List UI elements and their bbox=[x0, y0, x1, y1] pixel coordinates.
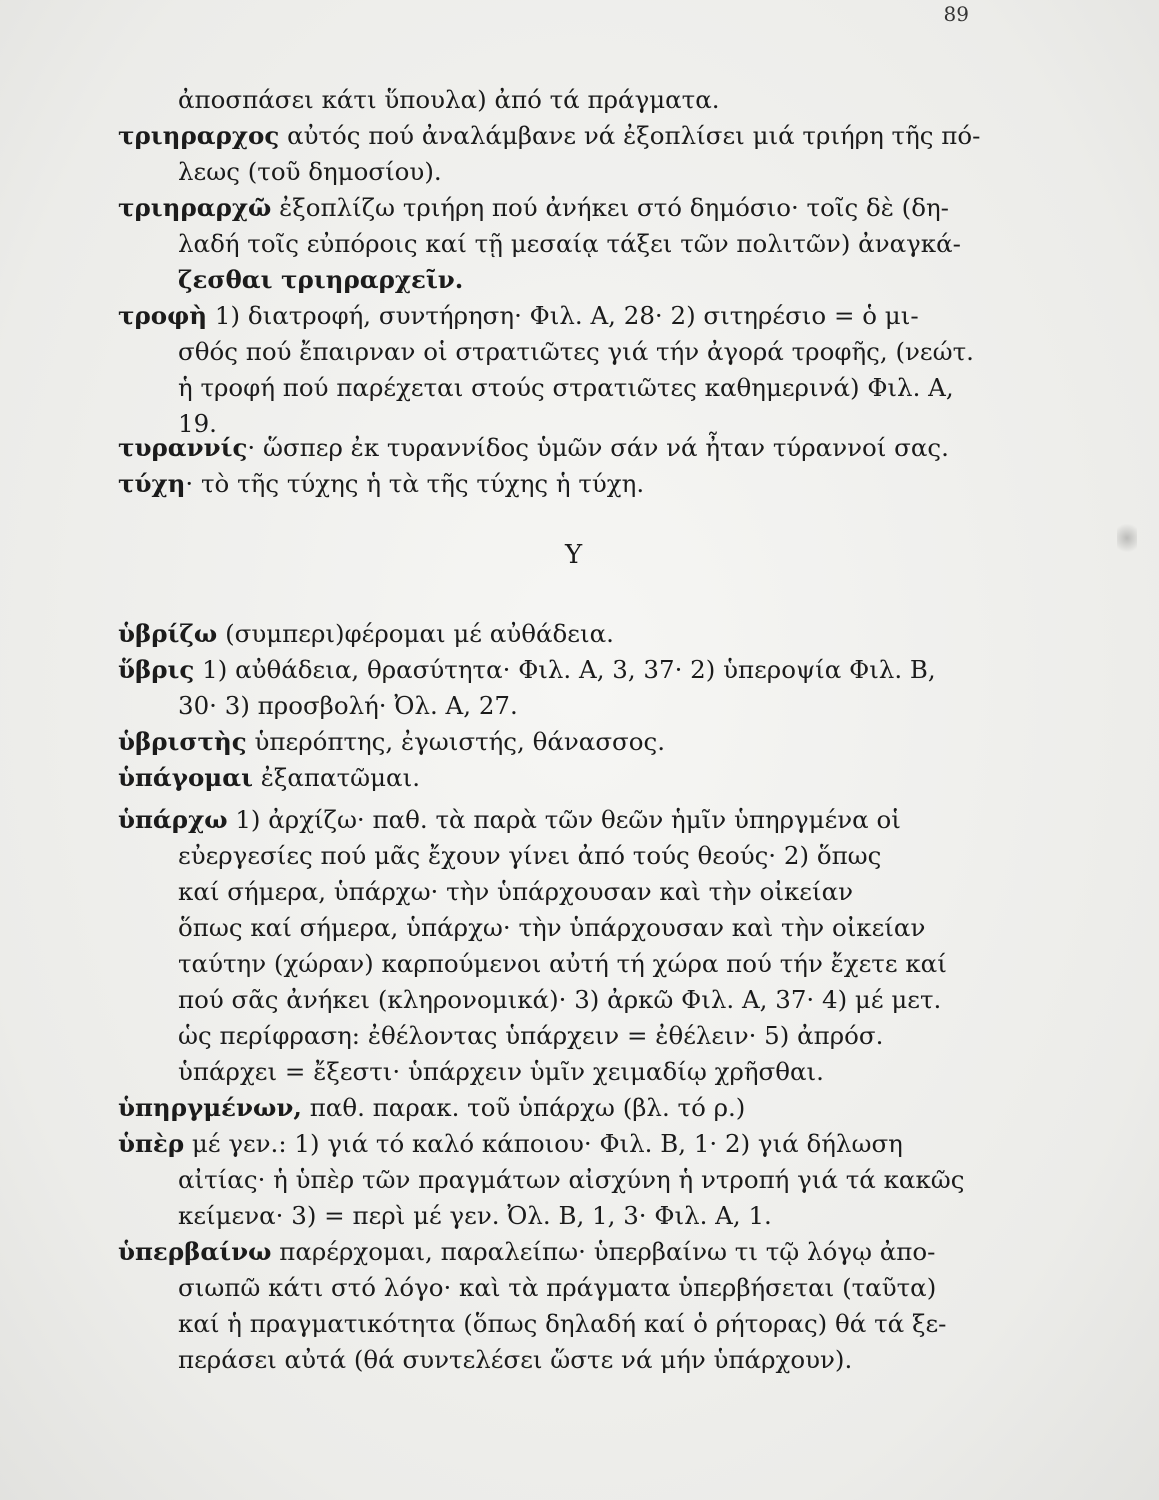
entry-line: ὑπάρχει = ἔξεστι· ὑπάρχειν ὑμῖν χειμαδίῳ χρῆσθαι. bbox=[178, 1057, 824, 1086]
entry-line bbox=[118, 1234, 998, 1270]
entry-line bbox=[118, 1090, 998, 1126]
entry-text: · ὥσπερ ἐκ τυραννίδος ὑμῶν σάν νά ἦταν τύραννοί σας. bbox=[247, 433, 949, 462]
entry-ypervaino bbox=[118, 1234, 998, 1378]
entry-line bbox=[118, 430, 998, 466]
entry-line: αἰτίας· ἡ ὑπὲρ τῶν πραγμάτων αἰσχύνη ἡ ντροπή γιά τά κακῶς bbox=[178, 1165, 965, 1194]
entry-line: κείμενα· 3) = περὶ μέ γεν. Ὀλ. Β, 1, 3· Φιλ. Α, 1. bbox=[178, 1201, 772, 1230]
entry-triirarcho bbox=[118, 190, 998, 298]
entry-text: 1) αὐθάδεια, θρασύτητα· Φιλ. Α, 3, 37· 2) ὑπεροψία Φιλ. Β, bbox=[202, 655, 936, 684]
entry-line: λαδή τοῖς εὐπόροις καί τῇ μεσαίᾳ τάξει τῶν πολιτῶν) ἀναγκά- bbox=[178, 229, 961, 258]
entry-lemma: ὑπερβαίνω bbox=[118, 1237, 272, 1266]
entry-line: πού σᾶς ἀνήκει (κληρονομικά)· 3) ἀρκῶ Φιλ. Α, 37· 4) μέ μετ. bbox=[178, 985, 942, 1014]
entry-ypagomai bbox=[118, 760, 998, 796]
entry-line: 19. bbox=[178, 409, 217, 438]
entry-text: ἐξοπλίζω τριήρη πού ἀνήκει στό δημόσιο· τοῖς δὲ (δη- bbox=[279, 193, 949, 222]
entry-line bbox=[118, 298, 998, 334]
entry-lemma: ὑπηργμένων, bbox=[118, 1093, 302, 1122]
entry-line bbox=[118, 466, 998, 502]
section-letter: Υ bbox=[565, 540, 583, 570]
entry-line bbox=[118, 802, 998, 838]
entry-line bbox=[118, 724, 998, 760]
entry-lemma: ὑβρίζω bbox=[118, 619, 218, 648]
entry-lemma: ὕβρις bbox=[118, 655, 195, 684]
entry-line: λεως (τοῦ δημοσίου). bbox=[178, 157, 442, 186]
entry-lemma: ὑπάρχω bbox=[118, 805, 228, 834]
entry-line: εὐεργεσίες πού μᾶς ἔχουν γίνει ἀπό τούς θεούς· 2) ὅπως bbox=[178, 841, 882, 870]
page-number: 89 bbox=[943, 2, 969, 26]
entry-lemma: ὑβριστὴς bbox=[118, 727, 247, 756]
entry-line: 30· 3) προσβολή· Ὀλ. Α, 27. bbox=[178, 691, 518, 720]
entry-continuation bbox=[118, 82, 998, 118]
entry-line: καί ἡ πραγματικότητα (ὅπως δηλαδή καί ὁ ρήτορας) θά τά ξε- bbox=[178, 1309, 947, 1338]
entry-line bbox=[118, 1126, 998, 1162]
entry-line: ὡς περίφραση: ἐθέλοντας ὑπάρχειν = ἐθέλειν· 5) ἀπρόσ. bbox=[178, 1021, 884, 1050]
entry-line: ἡ τροφή πού παρέχεται στούς στρατιῶτες καθημερινά) Φιλ. Α, bbox=[178, 373, 954, 402]
entry-line bbox=[118, 190, 998, 226]
entry-lemma: ὑπάγομαι bbox=[118, 763, 253, 792]
entry-line: καί σήμερα, ὑπάρχω· τὴν ὑπάρχουσαν καὶ τὴν οἰκείαν bbox=[178, 877, 854, 906]
entry-line bbox=[118, 652, 998, 688]
entry-line bbox=[118, 760, 998, 796]
entry-text: (συμπερι)φέρομαι μέ αὐθάδεια. bbox=[225, 619, 614, 648]
entry-yvris bbox=[118, 652, 998, 724]
entry-lemma: τύχη bbox=[118, 469, 186, 498]
entry-text: ἐξαπατῶμαι. bbox=[260, 763, 420, 792]
entry-yper bbox=[118, 1126, 998, 1234]
scan-smudge bbox=[1117, 520, 1137, 556]
entry-line: ἀποσπάσει κάτι ὕπουλα) ἀπό τά πράγματα. bbox=[178, 85, 720, 114]
entry-tyrannis bbox=[118, 430, 998, 466]
entry-line: ταύτην (χώραν) καρπούμενοι αὐτή τή χώρα πού τήν ἔχετε καί bbox=[178, 949, 947, 978]
entry-line: σιωπῶ κάτι στό λόγο· καὶ τὰ πράγματα ὑπερβήσεται (ταῦτα) bbox=[178, 1273, 937, 1302]
entry-lemma: τριηραρχῶ bbox=[118, 193, 272, 222]
entry-text: · τὸ τῆς τύχης ἡ τὰ τῆς τύχης ἡ τύχη. bbox=[185, 469, 645, 498]
entry-lemma: ὑπὲρ bbox=[118, 1129, 185, 1158]
entry-yvrizo bbox=[118, 616, 998, 652]
entry-line: ὅπως καί σήμερα, ὑπάρχω· τὴν ὑπάρχουσαν καὶ τὴν οἰκείαν bbox=[178, 913, 926, 942]
entry-line: σθός πού ἔπαιρναν οἱ στρατιῶτες γιά τήν ἀγορά τροφῆς, (νεώτ. bbox=[178, 337, 974, 366]
entry-triirarchos bbox=[118, 118, 998, 190]
entry-lemma: τροφὴ bbox=[118, 301, 208, 330]
entry-text: αὐτός πού ἀναλάμβανε νά ἐξοπλίσει μιά τριήρη τῆς πό- bbox=[287, 121, 981, 150]
entry-trofi bbox=[118, 298, 998, 442]
entry-lemma: τυραννίς bbox=[118, 433, 248, 462]
entry-yparcho bbox=[118, 802, 998, 1090]
entry-ypirgmenon bbox=[118, 1090, 998, 1126]
entry-line bbox=[118, 616, 998, 652]
entry-text: παθ. παρακ. τοῦ ὑπάρχω (βλ. τό ρ.) bbox=[309, 1093, 746, 1122]
entry-text: μέ γεν.: 1) γιά τό καλό κάποιου· Φιλ. Β, 1· 2) γιά δήλωση bbox=[191, 1129, 903, 1158]
entry-line bbox=[118, 118, 998, 154]
entry-line: περάσει αὐτά (θά συντελέσει ὥστε νά μήν ὑπάρχουν). bbox=[178, 1345, 853, 1374]
entry-text: ὑπερόπτης, ἐγωιστής, θάνασσος. bbox=[254, 727, 666, 756]
entry-yvristis bbox=[118, 724, 998, 760]
entry-text: παρέρχομαι, παραλείπω· ὑπερβαίνω τι τῷ λόγῳ ἀπο- bbox=[279, 1237, 936, 1266]
entry-text: 1) διατροφή, συντήρηση· Φιλ. Α, 28· 2) σιτηρέσιο = ὁ μι- bbox=[214, 301, 919, 330]
entry-text: 1) ἀρχίζω· παθ. τὰ παρὰ τῶν θεῶν ἡμῖν ὑπηργμένα οἱ bbox=[235, 805, 901, 834]
entry-line: ζεσθαι τριηραρχεῖν. bbox=[178, 265, 464, 294]
entry-lemma: τριηραρχος bbox=[118, 121, 280, 150]
entry-tychi bbox=[118, 466, 998, 502]
